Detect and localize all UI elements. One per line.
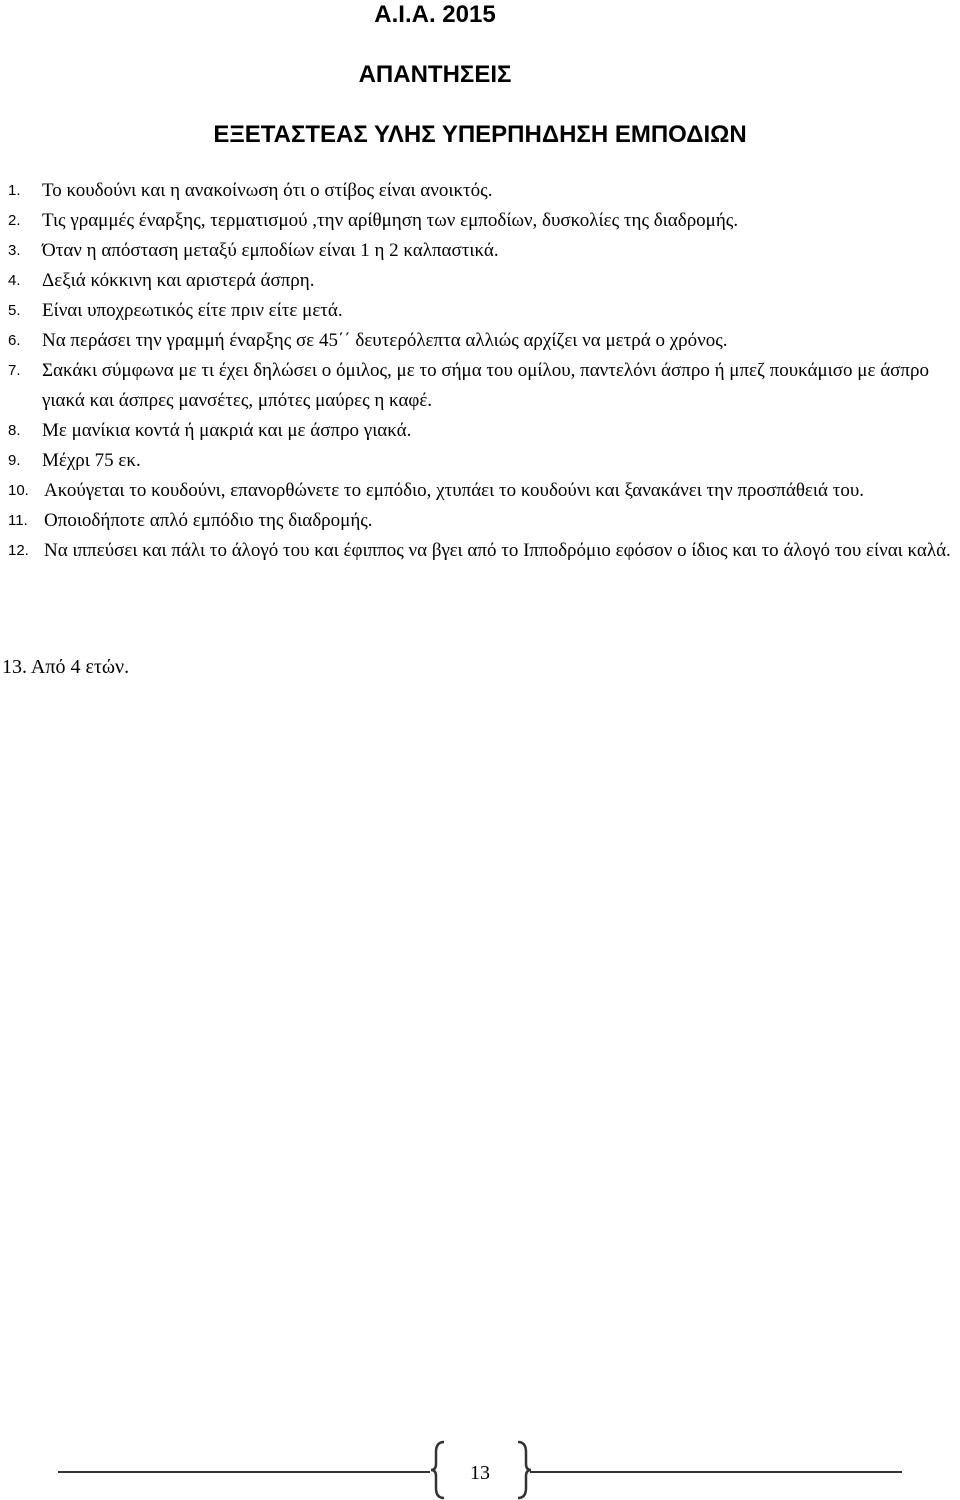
document-title: Α.Ι.Α. 2015 xyxy=(374,1,496,28)
subject-heading: ΕΞΕΤΑΣΤΕΑΣ ΥΛΗΣ ΥΠΕΡΠΗΔΗΣΗ ΕΜΠΟΔΙΩΝ xyxy=(213,121,747,148)
item-number: 7. xyxy=(8,362,21,379)
answers-heading: ΑΠΑΝΤΗΣΕΙΣ xyxy=(358,61,512,88)
item-text: Οποιοδήποτε απλό εμπόδιο της διαδρομής. xyxy=(44,510,373,531)
item-number: 8. xyxy=(8,422,21,439)
item-text: Σακάκι σύμφωνα με τι έχει δηλώσει ο όμιλος, με το σήμα του ομίλου, παντελόνι άσπρο ή μπεζ πουκάμισο με άσπρο γιακά και άσπρες μανσέτες, μπότες μαύρες η καφέ. xyxy=(42,360,929,411)
item-number: 4. xyxy=(8,272,21,289)
item-number: 10. xyxy=(8,482,29,499)
item-text: Είναι υποχρεωτικός είτε πριν είτε μετά. xyxy=(42,300,343,321)
item-number: 11. xyxy=(8,512,28,529)
list-item xyxy=(8,356,958,416)
list-item xyxy=(8,476,958,506)
item-text: Να ιππεύσει και πάλι το άλογό του και έφιππος να βγει από το Ιπποδρόμιο εφόσον ο ίδιος και το άλογό του είναι καλά. xyxy=(44,540,951,561)
footer-rule-left xyxy=(58,1471,430,1473)
last-answer: 13. Από 4 ετών. xyxy=(2,656,130,678)
item-text: Με μανίκια κοντά ή μακριά και με άσπρο γιακά. xyxy=(42,420,412,441)
item-text: Μέχρι 75 εκ. xyxy=(42,450,141,471)
list-item xyxy=(8,206,958,236)
answers-list xyxy=(8,176,958,566)
item-number: 6. xyxy=(8,332,21,349)
item-number: 5. xyxy=(8,302,21,319)
item-number: 2. xyxy=(8,212,21,229)
item-number: 1. xyxy=(8,182,21,199)
page-number: 13 xyxy=(470,1462,490,1484)
list-item xyxy=(8,446,958,476)
list-item xyxy=(8,176,958,206)
item-number: 9. xyxy=(8,452,21,469)
right-brace-icon xyxy=(514,1440,534,1500)
list-item xyxy=(8,236,958,266)
item-text: Τις γραμμές έναρξης, τερματισμού ,την αρίθμηση των εμποδίων, δυσκολίες της διαδρομής. xyxy=(42,210,739,231)
list-item xyxy=(8,506,958,536)
list-item xyxy=(8,326,958,356)
item-text: Όταν η απόσταση μεταξύ εμποδίων είναι 1 η 2 καλπαστικά. xyxy=(42,240,499,261)
item-number: 3. xyxy=(8,242,21,259)
list-item xyxy=(8,296,958,326)
list-item xyxy=(8,266,958,296)
item-number: 12. xyxy=(8,542,29,559)
footer-rule-right xyxy=(530,1471,902,1473)
list-item xyxy=(8,536,958,566)
page-footer xyxy=(0,1440,960,1500)
list-item xyxy=(8,416,958,446)
item-text: Να περάσει την γραμμή έναρξης σε 45΄΄ δευτερόλεπτα αλλιώς αρχίζει να μετρά ο χρόνος. xyxy=(42,330,728,351)
item-text: Το κουδούνι και η ανακοίνωση ότι ο στίβος είναι ανοικτός. xyxy=(42,180,493,201)
item-text: Ακούγεται το κουδούνι, επανορθώνετε το εμπόδιο, χτυπάει το κουδούνι και ξανακάνει την προσπάθειά του. xyxy=(44,480,865,501)
item-text: Δεξιά κόκκινη και αριστερά άσπρη. xyxy=(42,270,315,291)
